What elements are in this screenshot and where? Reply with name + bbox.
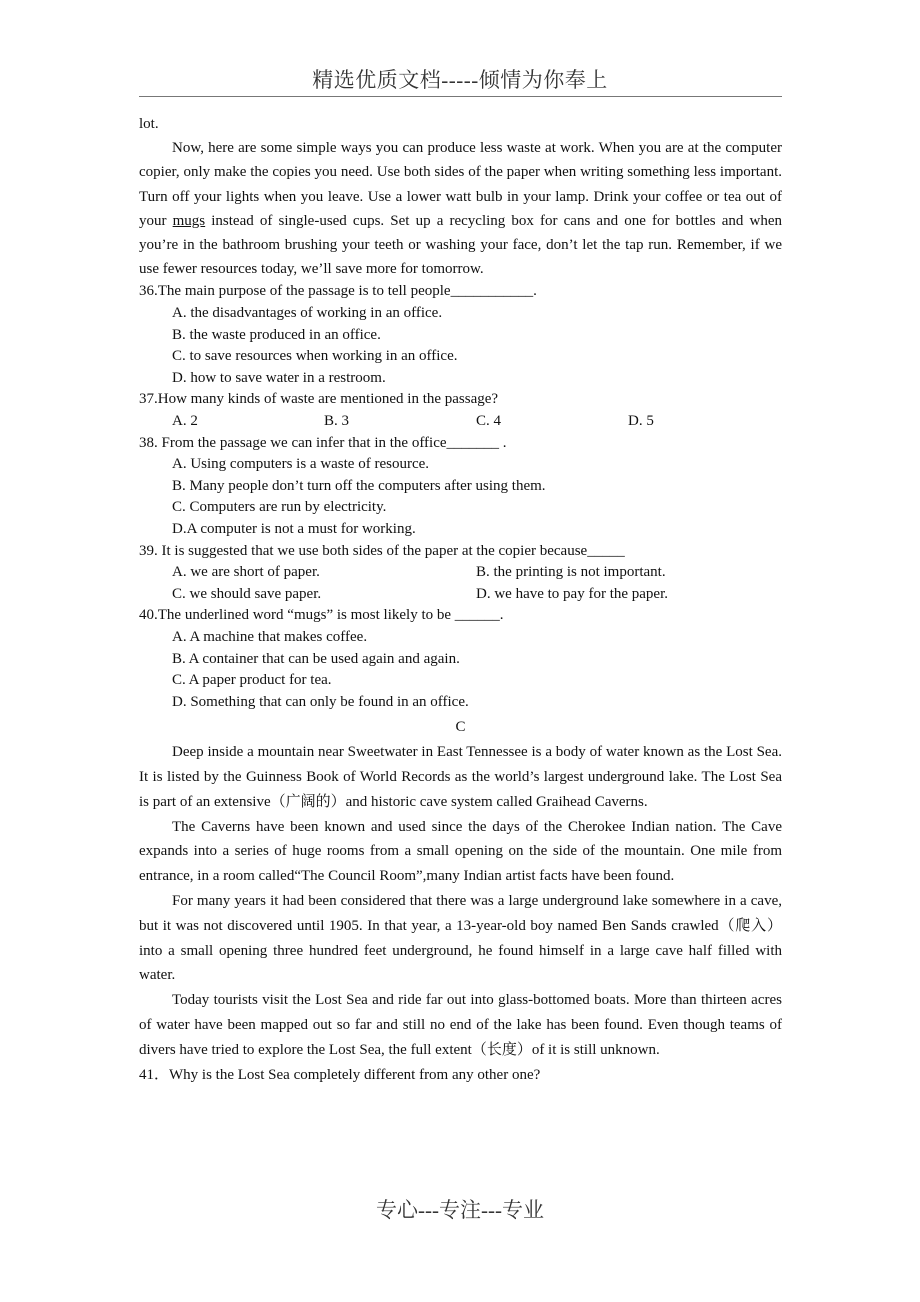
question-stem: 40.The underlined word “mugs” is most likely to be ______.: [139, 607, 504, 624]
option-d: D. 5: [628, 412, 654, 429]
page-footer: 专心---专注---专业: [376, 1198, 544, 1222]
option-c: C. A paper product for tea.: [172, 672, 332, 689]
option-a: A. 2: [172, 412, 198, 429]
option-b: B. Many people don’t turn off the computers after using them.: [172, 477, 546, 494]
section-c-paragraph: The Caverns have been known and used since the days of the Cherokee Indian nation. The Cave expands into a series of huge rooms from a small opening on the side of the mountain. One mile from entrance, in a room called“The Council Room”,many Indian artist facts have been found.: [139, 818, 782, 885]
question-stem: 38. From the passage we can infer that in the office_______ .: [139, 434, 507, 451]
question-38: [139, 433, 782, 541]
section-heading: C: [455, 719, 466, 736]
option-b: B. A container that can be used again and again.: [172, 650, 460, 667]
question-40: [139, 605, 782, 713]
option-b: B. the waste produced in an office.: [172, 326, 381, 343]
question-37: [139, 389, 782, 432]
option-d: D.A computer is not a must for working.: [172, 520, 416, 537]
options-row: [139, 411, 782, 433]
question-stem: 39. It is suggested that we use both sides of the paper at the copier because_____: [139, 542, 625, 559]
option-b: B. 3: [324, 412, 350, 429]
option-a: A. the disadvantages of working in an office.: [172, 305, 443, 322]
option-c: C. to save resources when working in an office.: [172, 348, 458, 365]
question-stem: 37.How many kinds of waste are mentioned in the passage?: [139, 391, 499, 408]
option-d: D. we have to pay for the paper.: [476, 585, 669, 602]
option-b: B. the printing is not important.: [476, 564, 666, 581]
header-divider: [139, 96, 782, 97]
page-header: 精选优质文档-----倾情为你奉上: [312, 68, 608, 92]
options-row: [139, 584, 782, 606]
option-d: D. how to save water in a restroom.: [172, 369, 386, 386]
question-39: [139, 541, 782, 606]
options-row: [139, 562, 782, 584]
paragraph-text: Now, here are some simple ways you can produce less waste at work. When you are at the computer copier, only make the copies you need. Use both sides of the paper when writing something less important. Turn off your lights when you leave. Use a lower watt bulb in your lamp. Drink your coffee or tea out of your: [139, 140, 782, 229]
option-a: A. A machine that makes coffee.: [172, 628, 368, 645]
question-41-stem: 41．Why is the Lost Sea completely different from any other one?: [139, 1066, 541, 1083]
section-c-paragraph: Today tourists visit the Lost Sea and ride far out into glass-bottomed boats. More than thirteen acres of water have been mapped out so far and still no end of the lake has been found. Even though teams of divers have tried to explore the Lost Sea, the full extent（长度）of it is still unknown.: [139, 992, 782, 1058]
option-d: D. Something that can only be found in an office.: [172, 693, 469, 710]
section-c-paragraph: For many years it had been considered that there was a large underground lake somewhere in a cave, but it was not discovered until 1905. In that year, a 13-year-old boy named Ben Sands crawled（爬入）into a small opening three hundred feet underground, he found himself in a large cave half filled with water.: [139, 893, 782, 984]
document-body: [139, 112, 782, 1087]
section-c-paragraph: Deep inside a mountain near Sweetwater in East Tennessee is a body of water known as the Lost Sea. It is listed by the Guinness Book of World Records as the world’s largest underground lake. The Lost Sea is part of an extensive（广阔的）and historic cave system called Graihead Caverns.: [139, 744, 782, 810]
option-c: C. Computers are run by electricity.: [172, 499, 387, 516]
option-c: C. 4: [476, 412, 502, 429]
option-a: A. we are short of paper.: [172, 564, 320, 581]
passage-b-paragraph: [139, 136, 782, 281]
paragraph-text: instead of single-used cups. Set up a recycling box for cans and one for bottles and when you’re in the bathroom brushing your teeth or washing your face, don’t let the tap run. Remember, if we use fewer resources today, we’ll save more for tomorrow.: [139, 212, 782, 278]
option-c: C. we should save paper.: [172, 585, 322, 602]
question-stem: 36.The main purpose of the passage is to tell people___________.: [139, 283, 537, 300]
option-a: A. Using computers is a waste of resource.: [172, 456, 430, 473]
question-36: [139, 281, 782, 389]
underlined-word: mugs: [172, 212, 206, 229]
passage-b-fragment: lot.: [139, 116, 159, 132]
